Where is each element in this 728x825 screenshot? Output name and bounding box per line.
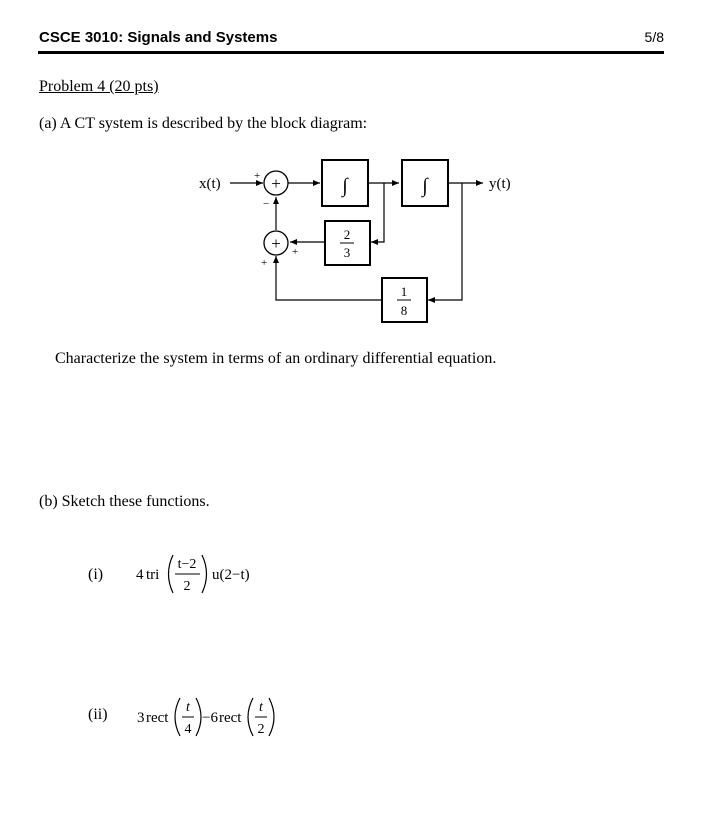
gain-mid-den: 3 <box>343 245 351 260</box>
wire-tap-int1-gain-mid <box>371 183 384 242</box>
sign-feedback-minus: − <box>263 198 270 210</box>
sign-input-plus: + <box>254 170 261 182</box>
summer-top-symbol: + <box>271 174 281 193</box>
course-title: CSCE 3010: Signals and Systems <box>39 29 278 46</box>
sign-bottom-plus: + <box>261 257 268 269</box>
block-diagram <box>0 0 728 340</box>
part-b-prompt: (b) Sketch these functions. <box>39 493 210 510</box>
item-ii-num2: t <box>259 700 263 715</box>
gain-mid-num: 2 <box>343 227 351 242</box>
item-ii-den2: 2 <box>257 722 265 737</box>
item-ii-func2: rect <box>219 710 242 726</box>
integrator-1-symbol: ∫ <box>342 175 348 197</box>
gain-bottom-num: 1 <box>400 284 408 299</box>
item-i-paren-left <box>169 555 174 593</box>
input-label: x(t) <box>199 176 221 192</box>
output-label: y(t) <box>489 176 511 192</box>
item-i-func: tri <box>146 567 160 583</box>
sign-mid-plus: + <box>292 246 299 258</box>
item-ii-expression <box>130 690 310 742</box>
item-i-frac-num: t−2 <box>177 557 197 572</box>
item-ii-op: −6 <box>202 710 218 726</box>
item-ii-paren2-right <box>269 698 274 736</box>
item-i-expression <box>130 548 290 598</box>
item-i-label: (i) <box>88 566 104 583</box>
summer-bottom-symbol: + <box>271 234 281 253</box>
page-number: 5/8 <box>644 29 664 45</box>
gain-bottom-den: 8 <box>400 303 408 318</box>
item-ii-num1: t <box>186 700 190 715</box>
item-ii-paren1-right <box>196 698 201 736</box>
item-i-frac-den: 2 <box>183 579 191 594</box>
integrator-2-symbol: ∫ <box>422 175 428 197</box>
item-ii-coef1: 3 <box>137 710 145 726</box>
item-ii-paren2-left <box>248 698 253 736</box>
part-a-prompt: (a) A CT system is described by the block diagram: <box>39 115 368 132</box>
item-i-coef: 4 <box>136 567 144 583</box>
item-i-paren-right <box>202 555 207 593</box>
item-ii-den1: 4 <box>184 722 192 737</box>
item-ii-paren1-left <box>175 698 180 736</box>
item-ii-label: (ii) <box>88 706 108 723</box>
problem-title: Problem 4 (20 pts) <box>39 78 159 95</box>
part-a-question: Characterize the system in terms of an ordinary differential equation. <box>55 350 497 367</box>
item-i-tail: u(2−t) <box>212 567 250 583</box>
item-ii-func1: rect <box>146 710 169 726</box>
